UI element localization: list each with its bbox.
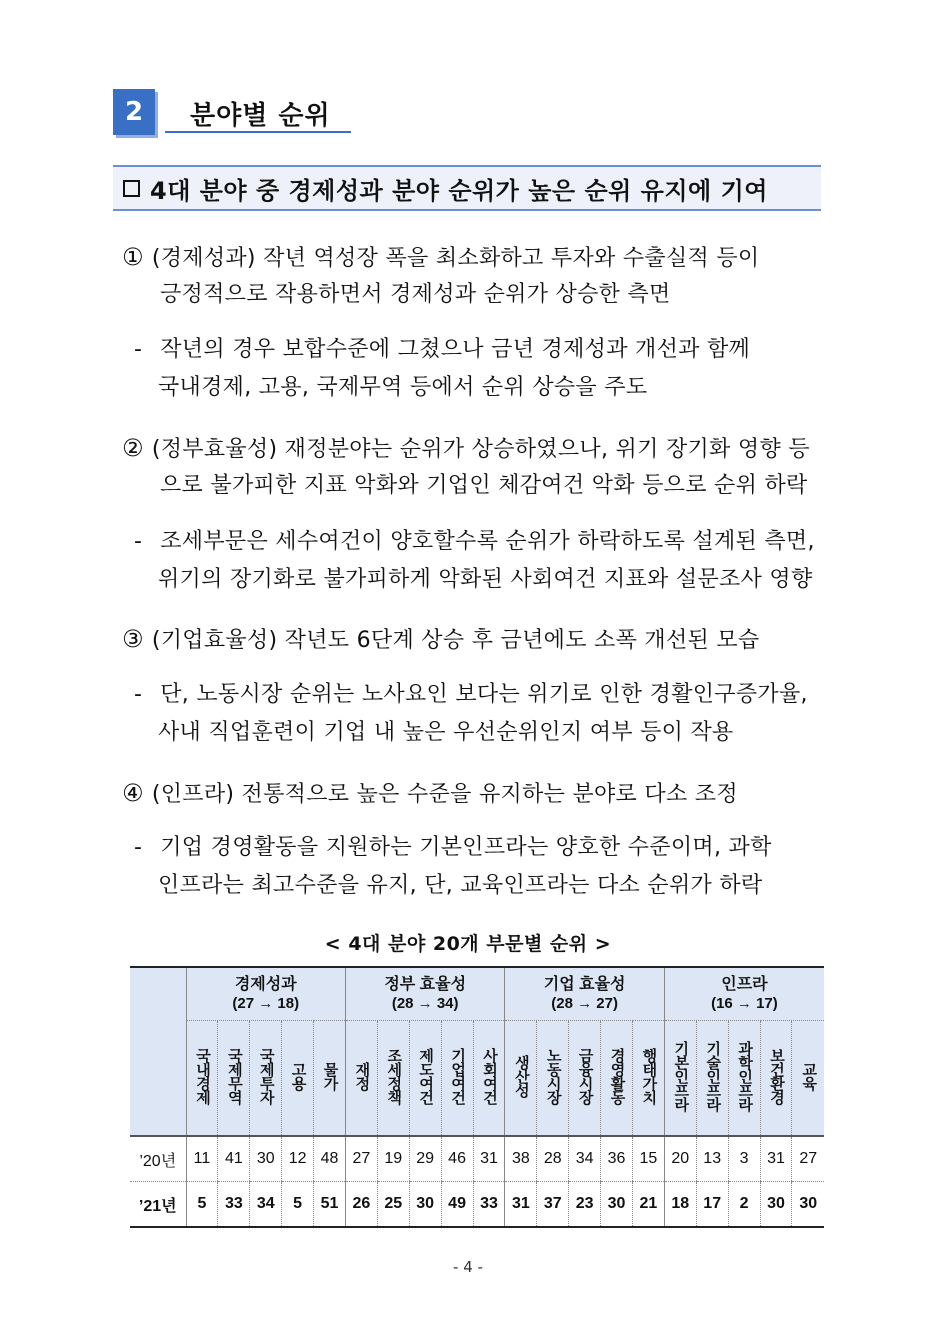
column-header-label: 제도여건 bbox=[417, 1047, 435, 1104]
item-3-marker: ③ bbox=[122, 625, 144, 653]
table-cell: 12 bbox=[282, 1136, 314, 1182]
column-header bbox=[696, 1021, 728, 1137]
group-header: 정부 효율성 (28 → 34) bbox=[345, 967, 504, 1021]
column-header bbox=[760, 1021, 792, 1137]
column-header bbox=[218, 1021, 250, 1137]
column-header-label: 고용 bbox=[289, 1061, 307, 1090]
table-cell: 30 bbox=[601, 1182, 633, 1228]
row-label: ’21년 bbox=[130, 1182, 186, 1228]
table-cell: 15 bbox=[632, 1136, 664, 1182]
table-cell: 51 bbox=[314, 1182, 346, 1228]
item-4-sub-line-2: 인프라는 최고수준을 유지, 단, 교육인프라는 다소 순위가 하락 bbox=[158, 873, 763, 898]
section-title-underline bbox=[165, 131, 351, 133]
page-number: - 4 - bbox=[453, 1258, 483, 1276]
table-cell: 33 bbox=[218, 1182, 250, 1228]
column-header bbox=[632, 1021, 664, 1137]
table-cell: 49 bbox=[441, 1182, 473, 1228]
table-row bbox=[130, 1182, 824, 1228]
column-header-label: 노동시장 bbox=[544, 1047, 562, 1104]
corner-cell bbox=[130, 967, 186, 1136]
table-cell: 34 bbox=[250, 1182, 282, 1228]
table-cell: 19 bbox=[377, 1136, 409, 1182]
table-cell: 13 bbox=[696, 1136, 728, 1182]
item-1-sub-line-1: - 작년의 경우 보합수준에 그쳤으나 금년 경제성과 개선과 함께 bbox=[134, 337, 751, 362]
table-cell: 36 bbox=[601, 1136, 633, 1182]
column-header bbox=[664, 1021, 696, 1137]
table-cell: 33 bbox=[473, 1182, 505, 1228]
table-cell: 25 bbox=[377, 1182, 409, 1228]
table-cell: 31 bbox=[505, 1182, 537, 1228]
item-2-marker: ② bbox=[122, 434, 144, 462]
group-header: 인프라 (16 → 17) bbox=[664, 967, 824, 1021]
column-header bbox=[505, 1021, 537, 1137]
column-header bbox=[377, 1021, 409, 1137]
table-cell: 31 bbox=[473, 1136, 505, 1182]
table-cell: 18 bbox=[664, 1182, 696, 1228]
group-header: 경제성과 (27 → 18) bbox=[186, 967, 345, 1021]
table-cell: 46 bbox=[441, 1136, 473, 1182]
column-header-label: 보건환경 bbox=[767, 1047, 785, 1104]
summary-text: 4대 분야 중 경제성과 분야 순위가 높은 순위 유지에 기여 bbox=[150, 176, 768, 205]
column-header bbox=[569, 1021, 601, 1137]
column-header-row bbox=[130, 1021, 824, 1137]
column-header-label: 과학인프라 bbox=[736, 1040, 754, 1111]
item-4-marker: ④ bbox=[122, 779, 144, 807]
column-header-label: 기술인프라 bbox=[704, 1040, 722, 1111]
column-header-label: 물가 bbox=[321, 1061, 339, 1090]
item-2-line-2: 으로 불가피한 지표 악화와 기업인 체감여건 악화 등으로 순위 하락 bbox=[160, 473, 808, 498]
table-cell: 30 bbox=[250, 1136, 282, 1182]
table-caption: < 4대 분야 20개 부문별 순위 > bbox=[324, 933, 612, 955]
square-bullet-icon bbox=[123, 180, 140, 197]
column-header-label: 기업여건 bbox=[449, 1047, 467, 1104]
item-2-sub-line-2: 위기의 장기화로 불가피하게 악화된 사회여건 지표와 설문조사 영향 bbox=[158, 567, 813, 592]
column-header bbox=[282, 1021, 314, 1137]
column-header bbox=[409, 1021, 441, 1137]
item-3-sub-line-2: 사내 직업훈련이 기업 내 높은 우선순위인지 여부 등이 작용 bbox=[158, 720, 734, 745]
column-header bbox=[441, 1021, 473, 1137]
column-header bbox=[250, 1021, 282, 1137]
item-2-line-1: ② (정부효율성) 재정분야는 순위가 상승하였으나, 위기 장기화 영향 등 bbox=[122, 434, 810, 462]
item-3-line-1: ③ (기업효율성) 작년도 6단계 상승 후 금년에도 소폭 개선된 모습 bbox=[122, 625, 760, 653]
table-cell: 27 bbox=[792, 1136, 824, 1182]
item-2-sub-line-1: - 조세부문은 세수여건이 양호할수록 순위가 하락하도록 설계된 측면, bbox=[134, 529, 815, 554]
table-cell: 11 bbox=[186, 1136, 218, 1182]
column-header-label: 재정 bbox=[353, 1061, 371, 1090]
column-header-label: 국제투자 bbox=[257, 1047, 275, 1104]
table-cell: 2 bbox=[728, 1182, 760, 1228]
table-row bbox=[130, 1136, 824, 1182]
column-header-label: 행태가치 bbox=[640, 1047, 658, 1104]
column-header-label: 사회여건 bbox=[480, 1047, 498, 1104]
column-header-label: 기본인프라 bbox=[672, 1040, 690, 1111]
table-cell: 30 bbox=[792, 1182, 824, 1228]
table-cell: 5 bbox=[282, 1182, 314, 1228]
table-cell: 26 bbox=[345, 1182, 377, 1228]
column-header bbox=[314, 1021, 346, 1137]
item-3-sub-line-1: - 단, 노동시장 순위는 노사요인 보다는 위기로 인한 경활인구증가율, bbox=[134, 682, 808, 707]
group-header: 기업 효율성 (28 → 27) bbox=[505, 967, 664, 1021]
column-header bbox=[186, 1021, 218, 1137]
column-header-label: 교육 bbox=[800, 1061, 818, 1090]
table-cell: 29 bbox=[409, 1136, 441, 1182]
table-cell: 21 bbox=[632, 1182, 664, 1228]
table-cell: 38 bbox=[505, 1136, 537, 1182]
table-cell: 48 bbox=[314, 1136, 346, 1182]
table-body bbox=[130, 1136, 824, 1227]
table-cell: 23 bbox=[569, 1182, 601, 1228]
table-cell: 30 bbox=[409, 1182, 441, 1228]
section-title: 분야별 순위 bbox=[190, 101, 331, 131]
table-cell: 5 bbox=[186, 1182, 218, 1228]
row-label: ’20년 bbox=[130, 1136, 186, 1182]
column-header bbox=[601, 1021, 633, 1137]
table-cell: 27 bbox=[345, 1136, 377, 1182]
item-1-marker: ① bbox=[122, 243, 144, 271]
table-cell: 31 bbox=[760, 1136, 792, 1182]
column-header-label: 생산성 bbox=[512, 1054, 530, 1097]
column-header-label: 경영활동 bbox=[608, 1047, 626, 1104]
column-header bbox=[537, 1021, 569, 1137]
column-header-label: 국내경제 bbox=[193, 1047, 211, 1104]
ranking-table bbox=[130, 966, 824, 1228]
summary-box bbox=[113, 165, 821, 211]
column-header-label: 조세정책 bbox=[385, 1047, 403, 1104]
item-4-line-1: ④ (인프라) 전통적으로 높은 수준을 유지하는 분야로 다소 조정 bbox=[122, 779, 738, 807]
column-header bbox=[473, 1021, 505, 1137]
item-1-line-2: 긍정적으로 작용하면서 경제성과 순위가 상승한 측면 bbox=[160, 282, 671, 307]
item-4-sub-line-1: - 기업 경영활동을 지원하는 기본인프라는 양호한 수준이며, 과학 bbox=[134, 835, 772, 860]
column-header-label: 국제무역 bbox=[225, 1047, 243, 1104]
table-cell: 28 bbox=[537, 1136, 569, 1182]
column-header bbox=[345, 1021, 377, 1137]
table-cell: 17 bbox=[696, 1182, 728, 1228]
group-header-row bbox=[130, 967, 824, 1021]
item-1-sub-line-2: 국내경제, 고용, 국제무역 등에서 순위 상승을 주도 bbox=[158, 375, 648, 400]
table-cell: 34 bbox=[569, 1136, 601, 1182]
table-cell: 30 bbox=[760, 1182, 792, 1228]
table-cell: 37 bbox=[537, 1182, 569, 1228]
table-cell: 41 bbox=[218, 1136, 250, 1182]
section-number-badge: 2 bbox=[113, 89, 155, 135]
table-cell: 20 bbox=[664, 1136, 696, 1182]
column-header bbox=[792, 1021, 824, 1137]
table-cell: 3 bbox=[728, 1136, 760, 1182]
column-header-label: 금융시장 bbox=[576, 1047, 594, 1104]
item-1-line-1: ① (경제성과) 작년 역성장 폭을 최소화하고 투자와 수출실적 등이 bbox=[122, 243, 760, 271]
column-header bbox=[728, 1021, 760, 1137]
